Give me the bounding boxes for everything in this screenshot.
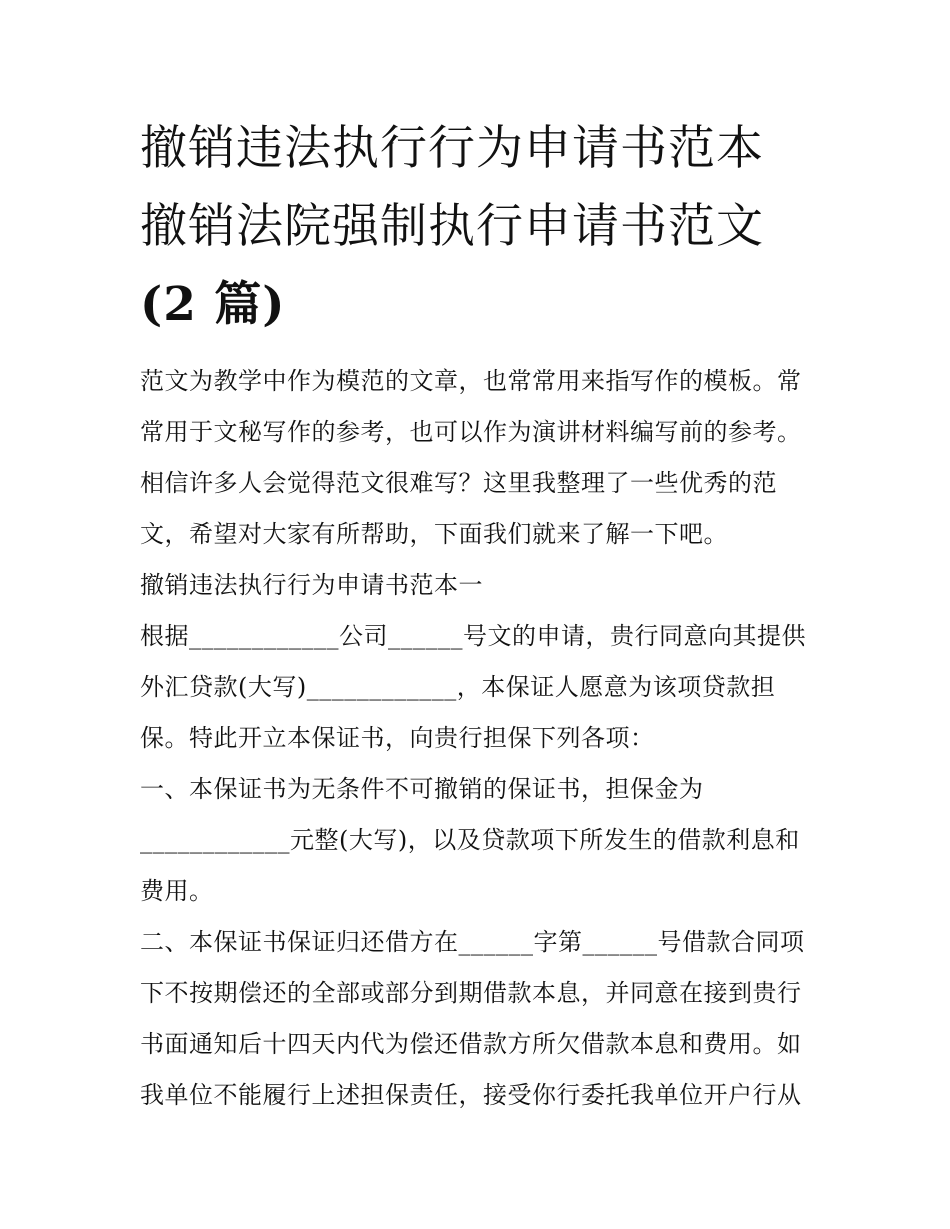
body-line: 相信许多人会觉得范文很难写？这里我整理了一些优秀的范 [140,469,777,497]
document-page [140,110,820,1121]
title-line-1: 撤销违法执行行为申请书范本 [140,121,764,176]
body-line: 外汇贷款(大写)____________，本保证人愿意为该项贷款担 [140,673,776,701]
body-line: 范文为教学中作为模范的文章，也常常用来指写作的模板。常 [140,367,802,395]
body-line: 书面通知后十四天内代为偿还借款方所欠借款本息和费用。如 [140,1030,802,1058]
title-line-3: (2 篇) [140,277,286,332]
body-line: 二、本保证书保证归还借方在______字第______号借款合同项 [140,928,805,956]
body-line: 一、本保证书为无条件不可撤销的保证书，担保金为 [140,775,704,803]
body-line: 费用。 [140,877,214,905]
body-line: ____________元整(大写)，以及贷款项下所发生的借款利息和 [140,826,800,854]
body-line: 文，希望对大家有所帮助，下面我们就来了解一下吧。 [140,520,728,548]
body-line: 根据____________公司______号文的申请，贵行同意向其提供 [140,622,806,650]
document-title [140,110,820,344]
body-line: 下不按期偿还的全部或部分到期借款本息，并同意在接到贵行 [140,979,802,1007]
body-line: 保。特此开立本保证书，向贵行担保下列各项： [140,724,655,752]
section-heading: 撤销违法执行行为申请书范本一 [140,571,483,599]
title-line-2: 撤销法院强制执行申请书范文 [140,199,764,254]
body-line: 常用于文秘写作的参考，也可以作为演讲材料编写前的参考。 [140,418,802,446]
document-body [140,356,820,1121]
body-line: 我单位不能履行上述担保责任，接受你行委托我单位开户行从 [140,1081,802,1109]
